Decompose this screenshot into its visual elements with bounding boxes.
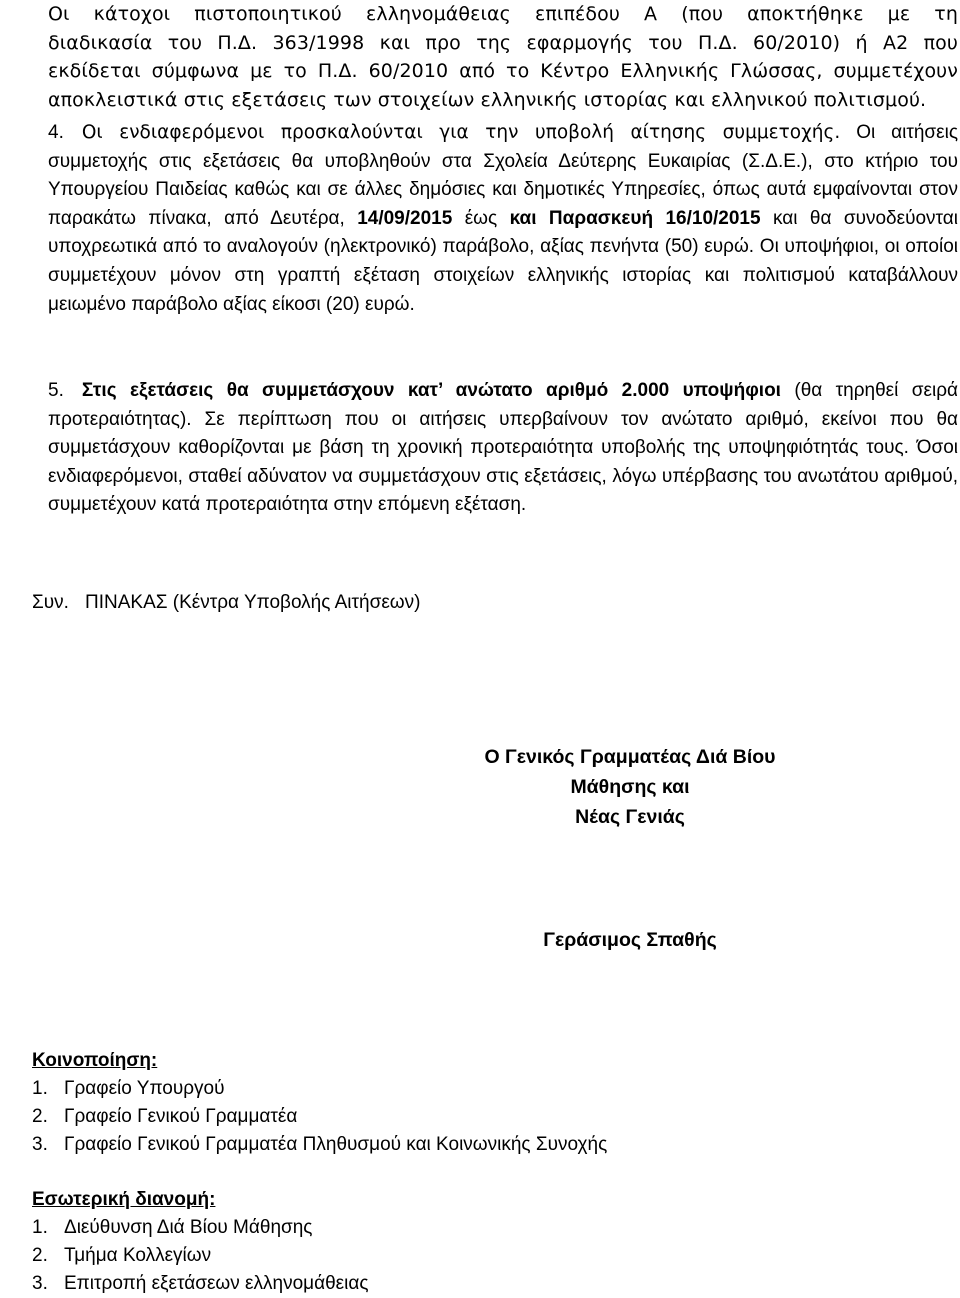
esoteriki-list (32, 1214, 368, 1298)
item-5-paragraph (48, 377, 958, 520)
list-item-number: 3. (32, 1134, 48, 1155)
signer-title (450, 742, 810, 832)
item-4-number: 4. (48, 122, 64, 143)
list-item-number: 2. (32, 1245, 48, 1266)
attachment-line (32, 589, 420, 617)
intro-paragraph (48, 0, 958, 114)
item-5-bold-statement: Στις εξετάσεις θα συμμετάσχουν κατ’ ανώτατο αριθμό 2.000 υποψήφιοι (81, 380, 781, 401)
list-item (32, 1242, 368, 1270)
item-4-date-from: 14/09/2015 (357, 207, 453, 229)
item-5-rest: (θα τηρηθεί σειρά προτεραιότητας). Σε περίπτωση που οι αιτήσεις υπερβαίνουν τον ανώτατο αριθμό, εκείνοι που θα συμμετάσχουν καθορίζονται με βάση τη χρονική προτεραιότητα υποβολής της υποψηφιότητάς τους. Όσοι ενδιαφερόμενοι, σταθεί αδύνατον να συμμετάσχουν στις εξετάσεις, λόγω υπέρβασης του ανωτάτου αριθμού, συμμετέχουν κατά προτεραιότητα στην επόμενη εξέταση. (48, 380, 958, 516)
attachment-label: Συν. (32, 592, 69, 613)
list-item-text: Τμήμα Κολλεγίων (64, 1245, 212, 1266)
list-item-number: 2. (32, 1106, 48, 1127)
document-page (32, 0, 958, 1295)
item-4-paragraph (48, 119, 958, 319)
item-4-second-part: Οι αιτήσεις συμμετοχής στις εξετάσεις θα υποβληθούν στα Σχολεία Δεύτερης Ευκαιρίας (Σ.Δ.Ε.), στο κτήριο του Υπουργείου Παιδείας καθώς και σε άλλες δημόσιες και δημοτικές Υπηρεσίες, όπως αυτά εμφαίνονται στον παρακάτω πίνακα, από Δευτέρα, (48, 122, 958, 229)
list-item-text: Γραφείο Υπουργού (64, 1078, 225, 1099)
list-item-text: Διεύθυνση Διά Βίου Μάθησης (64, 1217, 313, 1238)
list-item-number: 3. (32, 1273, 48, 1294)
list-item-text: Γραφείο Γενικού Γραμματέα Πληθυσμού και Κοινωνικής Συνοχής (64, 1134, 608, 1155)
item-5-number: 5. (48, 380, 64, 401)
list-item (32, 1075, 607, 1103)
list-item (32, 1270, 368, 1298)
intro-line-4: αποκλειστικά στις εξετάσεις των στοιχείων ελληνικής ιστορίας και ελληνικού πολιτισμού. (48, 88, 927, 111)
signer-title-line-1: Ο Γενικός Γραμματέας Διά Βίου Μάθησης και (484, 746, 776, 798)
attachment-text: ΠΙΝΑΚΑΣ (Κέντρα Υποβολής Αιτήσεων) (85, 592, 421, 613)
item-4-first-sentence: Οι ενδιαφερόμενοι προσκαλούνται για την υποβολή αίτησης συμμετοχής. (81, 122, 841, 143)
list-item-text: Επιτροπή εξετάσεων ελληνομάθειας (64, 1273, 369, 1294)
list-item-text: Γραφείο Γενικού Γραμματέα (64, 1106, 298, 1127)
intro-line-3: εκδίδεται σύμφωνα με το Π.Δ. 60/2010 από το Κέντρο Ελληνικής Γλώσσας, συμμετέχουν (48, 60, 958, 83)
item-5 (48, 377, 958, 520)
signer-title-line-2: Νέας Γενιάς (575, 806, 685, 828)
item-4-rest: και θα συνοδεύονται υποχρεωτικά από το αναλογούν (ηλεκτρονικό) παράβολο, αξίας πενήντα (50) ευρώ. Οι υποψήφιοι, οι οποίοι συμμετέχουν μόνον στη γραπτή εξέταση στοιχείων ελληνικής ιστορίας και πολιτισμού καταβάλλουν μειωμένο παράβολο αξίας είκοσι (20) ευρώ. (48, 207, 958, 315)
list-item-number: 1. (32, 1217, 48, 1238)
item-4-until: έως (452, 207, 510, 229)
intro-line-2: διαδικασία του Π.Δ. 363/1998 και προ της εφαρμογής του Π.Δ. 60/2010) ή Α2 που (48, 31, 958, 54)
intro-line-1: Οι κάτοχοι πιστοποιητικού ελληνομάθειας επιπέδου Α (που αποκτήθηκε με τη (48, 3, 958, 25)
list-item-number: 1. (32, 1078, 48, 1099)
item-4-date-to: και Παρασκευή 16/10/2015 (509, 207, 761, 229)
list-item (32, 1103, 607, 1131)
esoteriki-heading: Εσωτερική διανομή: (32, 1189, 216, 1210)
esoteriki-block (32, 1186, 368, 1298)
signer-name: Γεράσιμος Σπαθής (543, 929, 717, 951)
koinopoiisi-block (32, 1047, 607, 1159)
koinopoiisi-list (32, 1075, 607, 1159)
list-item (32, 1131, 607, 1159)
list-item (32, 1214, 368, 1242)
item-4 (48, 119, 958, 319)
koinopoiisi-heading: Κοινοποίηση: (32, 1050, 158, 1071)
